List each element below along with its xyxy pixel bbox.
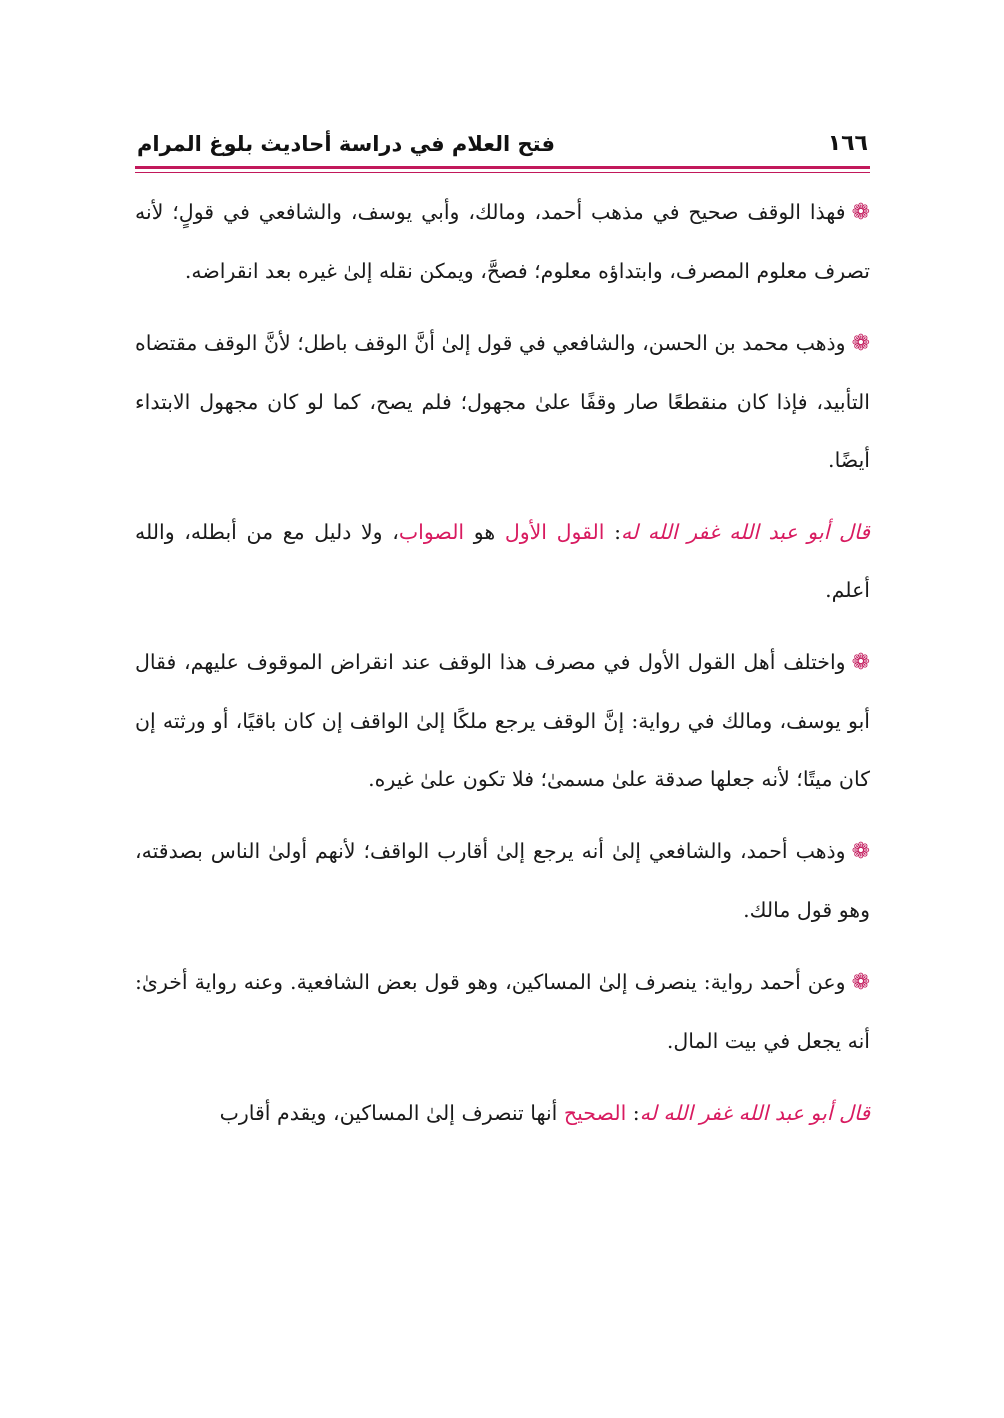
paragraph-1 bbox=[135, 183, 870, 300]
paragraph-2-text: وذهب محمد بن الحسن، والشافعي في قول إلىٰ أنَّ الوقف باطل؛ لأنَّ الوقف مقتضاه التأبيد، فإذا كان منقطعًا صار وقفًا علىٰ مجهول؛ فلم يصح، كما لو كان مجهول الابتداء أيضًا. bbox=[135, 331, 870, 472]
book-title: فتح العلام في دراسة أحاديث بلوغ المرام bbox=[137, 132, 555, 156]
paragraph-1-text: فهذا الوقف صحيح في مذهب أحمد، ومالك، وأبي يوسف، والشافعي في قولٍ؛ لأنه تصرف معلوم المصرف، وابتداؤه معلوم؛ فصحَّ، ويمكن نقله إلىٰ غيره بعد انقراضه. bbox=[135, 200, 870, 283]
author-speaker: قال أبو عبد الله غفر الله له bbox=[639, 1101, 870, 1125]
paragraph-5-text: وذهب أحمد، والشافعي إلىٰ أنه يرجع إلىٰ أقارب الواقف؛ لأنهم أولىٰ الناس بصدقته، وهو قول مالك. bbox=[135, 839, 870, 922]
colon: : bbox=[626, 1101, 640, 1125]
document-page bbox=[135, 118, 870, 1156]
author-speaker: قال أبو عبد الله غفر الله له bbox=[620, 520, 870, 544]
paragraph-2 bbox=[135, 314, 870, 489]
header-rule-thin bbox=[135, 172, 870, 173]
paragraph-4-text: واختلف أهل القول الأول في مصرف هذا الوقف عند انقراض الموقوف عليهم، فقال أبو يوسف، ومالك في رواية: إنَّ الوقف يرجع ملكًا إلىٰ الواقف إن كان باقيًا، أو ورثته إن كان ميتًا؛ لأنه جعلها صدقة علىٰ مسمىٰ؛ فلا تكون علىٰ غيره. bbox=[135, 650, 870, 791]
paragraph-6-text: وعن أحمد رواية: ينصرف إلىٰ المساكين، وهو قول بعض الشافعية. وعنه رواية أخرىٰ: أنه يجعل في بيت المال. bbox=[135, 970, 870, 1053]
page-number: ١٦٦ bbox=[827, 131, 868, 156]
paragraph-6 bbox=[135, 953, 870, 1070]
highlight-first-opinion: القول الأول bbox=[504, 520, 605, 544]
text-mid: هو bbox=[464, 520, 505, 544]
author-comment-1 bbox=[135, 503, 870, 619]
highlight-correct: الصواب bbox=[398, 520, 465, 544]
colon: : bbox=[604, 520, 621, 544]
text-rest: أنها تنصرف إلىٰ المساكين، ويقدم أقارب bbox=[219, 1101, 564, 1125]
text-rest: ، ولا دليل مع من أبطله، والله أعلم. bbox=[135, 520, 870, 602]
flower-ornament-icon: ❁ bbox=[851, 839, 870, 864]
flower-ornament-icon: ❁ bbox=[851, 650, 870, 675]
page-body bbox=[135, 183, 870, 1142]
page-header bbox=[135, 118, 870, 164]
paragraph-5 bbox=[135, 822, 870, 939]
paragraph-4 bbox=[135, 633, 870, 808]
author-comment-2 bbox=[135, 1084, 870, 1142]
flower-ornament-icon: ❁ bbox=[851, 200, 870, 225]
flower-ornament-icon: ❁ bbox=[851, 970, 870, 995]
highlight-correct: الصحيح bbox=[563, 1101, 627, 1125]
flower-ornament-icon: ❁ bbox=[851, 331, 870, 356]
